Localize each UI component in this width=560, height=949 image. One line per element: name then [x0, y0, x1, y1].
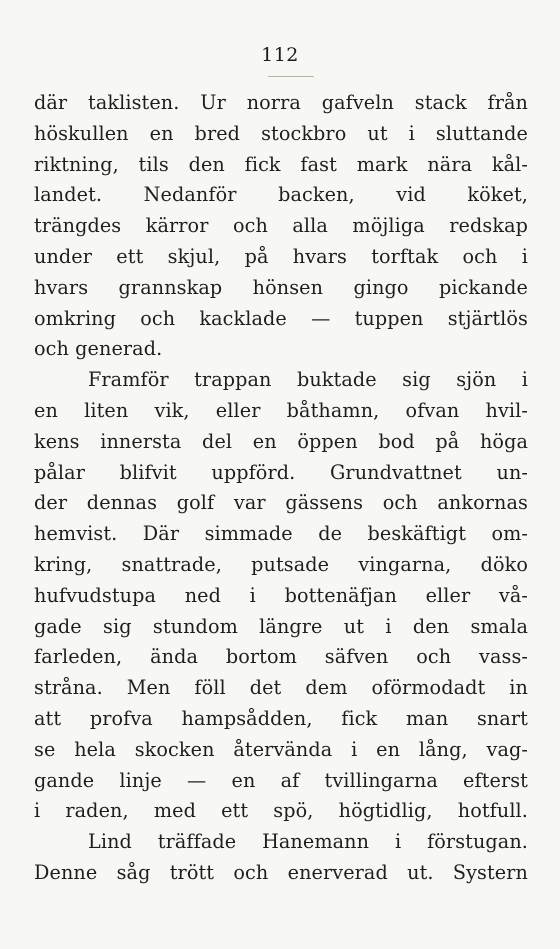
text-line: Framför trappan buktade sig sjön i [88, 368, 528, 392]
text-line: gande linje — en af tvillingarna efterst [34, 768, 528, 792]
text-line: hvars grannskap hönsen gingo pickande [34, 275, 528, 299]
text-line: där taklisten. Ur norra gafveln stack från [34, 91, 528, 114]
text-line: och generad. [34, 337, 163, 361]
text-line: der dennas golf var gässens och ankornas [34, 491, 528, 515]
text-line: under ett skjul, på hvars torftak och i [34, 244, 528, 268]
text-line: Lind träffade Hanemann i förstugan. [88, 830, 528, 854]
text-line: farleden, ända bortom säfven och vass- [34, 645, 528, 669]
text-line: Denne såg trött och enerverad ut. Systern [34, 860, 528, 884]
header-rule [268, 76, 314, 77]
text-line: i raden, med ett spö, högtidlig, hotfull. [34, 799, 528, 823]
text-line: gade sig stundom längre ut i den smala [34, 614, 528, 638]
text-line: riktning, tils den fick fast mark nära kål- [34, 152, 528, 176]
text-line: kens innersta del en öppen bod på höga [34, 429, 528, 453]
text-line: trängdes kärror och alla möjliga redskap [34, 214, 528, 238]
text-line: kring, snattrade, putsade vingarna, döko [34, 552, 528, 576]
text-line: höskullen en bred stockbro ut i sluttande [34, 121, 528, 145]
body-text [34, 88, 528, 889]
text-line: stråna. Men föll det dem oförmodadt in [34, 676, 528, 700]
text-line: att profva hampsådden, fick man snart [34, 706, 528, 730]
text-line: hemvist. Där simmade de beskäftigt om- [34, 522, 528, 546]
text-line: hufvudstupa ned i bottenäfjan eller vå- [34, 583, 528, 607]
text-line: omkring och kacklade — tuppen stjärtlös [34, 306, 528, 330]
text-line: landet. Nedanför backen, vid köket, [34, 183, 528, 207]
text-line: en liten vik, eller båthamn, ofvan hvil- [34, 398, 528, 422]
text-line: pålar blifvit uppförd. Grundvattnet un- [34, 460, 528, 484]
page-number: 112 [261, 44, 299, 66]
text-line: se hela skocken återvända i en lång, vag- [34, 737, 528, 761]
